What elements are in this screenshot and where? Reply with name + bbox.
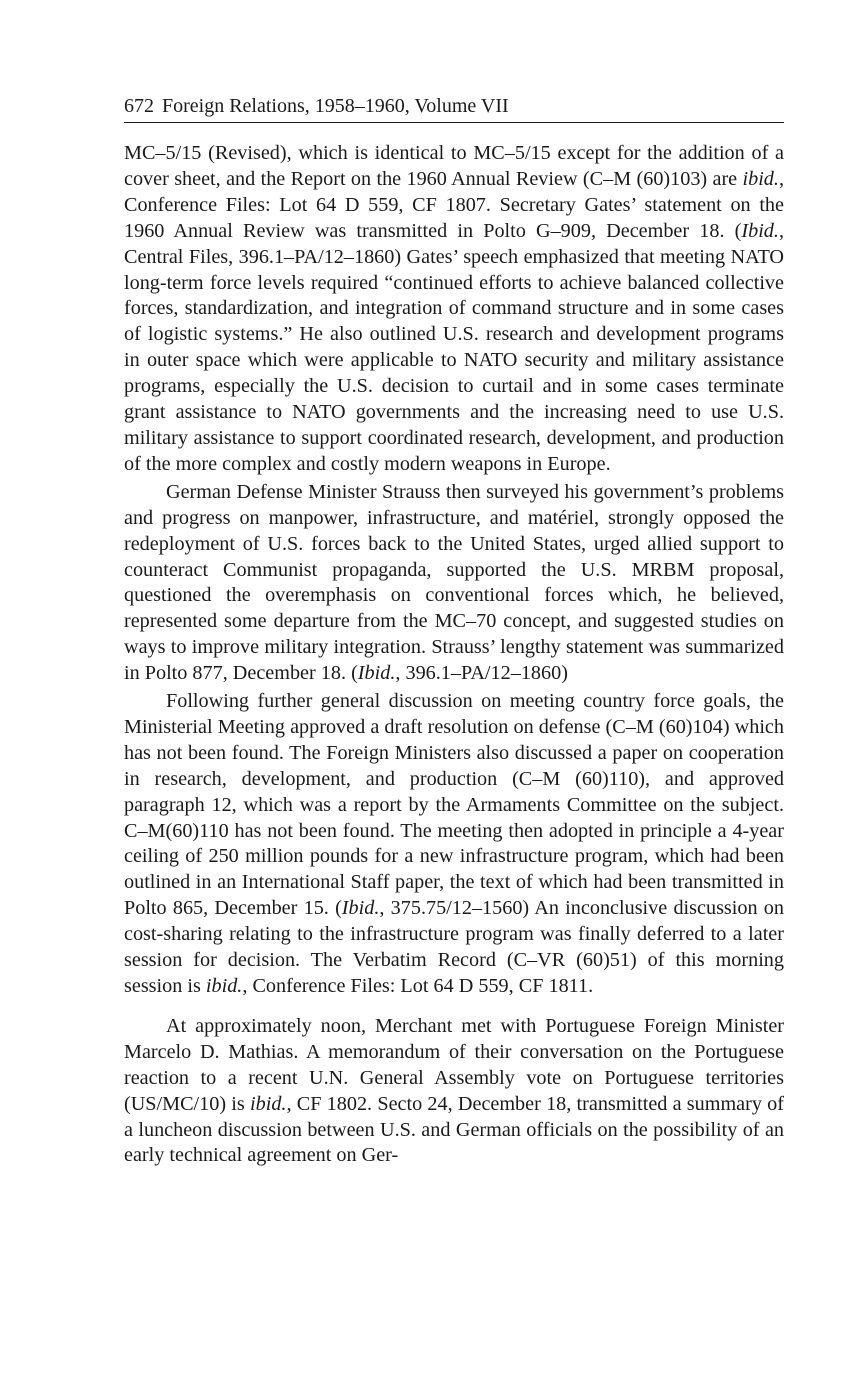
- italic-ibid: ibid.: [742, 167, 779, 190]
- running-header: [124, 92, 784, 123]
- italic-ibid: ibid.: [205, 975, 243, 997]
- paragraph-strauss: German Defense Minister Strauss then surveyed his government’s problems and progress on manpower, infrastructure, and matériel, strongly opposed the redeployment of U.S. forces back to the United States, urged allied support to counteract Communist propaganda, supported the U.S. MRBM proposal, questioned the overemphasis on conventional forces which, he believed, represented some departure from the MC–70 concept, and suggested studies on ways to improve military integration. Strauss’ lengthy statement was summarized in Polto 877, December 18. (Ibid., 396.1–PA/12–1860): [124, 480, 784, 685]
- running-title: Foreign Relations, 1958–1960, Volume VII: [162, 95, 509, 117]
- italic-ibid: Ibid.: [341, 897, 380, 920]
- page-number: 672: [124, 95, 154, 117]
- paragraph-continued: MC–5/15 (Revised), which is identical to MC–5/15 except for the addition of a cover sheet, and the Report on the 1960 Annual Review (C–M (60)103) are ibid., Conference Files: Lot 64 D 559, CF 1807. Secretary Gates’ statement on the 1960 Annual Review was transmitted in Polto G–909, December 18. (Ibid., Central Files, 396.1–PA/12–1860) Gates’ speech emphasized that meeting NATO long-term force levels required “continued efforts to achieve balanced collective forces, standardization, and integration of command structure and in some cases of logistic systems.” He also outlined U.S. research and development programs in outer space which were applicable to NATO security and military assistance programs, especially the U.S. decision to curtail and in some cases terminate grant assistance to NATO governments and the increasing need to use U.S. military assistance to support coordinated research, development, and production of the more complex and costly modern weapons in Europe.: [124, 142, 784, 475]
- italic-ibid: Ibid.: [357, 662, 396, 685]
- italic-ibid: ibid.: [250, 1092, 287, 1115]
- italic-ibid: Ibid.: [741, 219, 779, 242]
- body-text: [124, 141, 784, 1169]
- paragraph-merchant-mathias: At approximately noon, Merchant met with Portuguese Foreign Minister Marcelo D. Mathias. A memorandum of their conversation on the Portuguese reaction to a recent U.N. General Assembly vote on Portuguese territories (US/MC/10) is ibid., CF 1802. Secto 24, December 18, transmitted a summary of a luncheon discussion between U.S. and German officials on the possibility of an early technical agreement on Ger-: [124, 1014, 784, 1167]
- document-page: [124, 92, 784, 1169]
- paragraph-ministerial-meeting: Following further general discussion on meeting country force goals, the Ministerial Meeting approved a draft resolution on defense (C–M (60)104) which has not been found. The Foreign Ministers also discussed a paper on cooperation in research, development, and production (C–M (60)110), and approved paragraph 12, which was a report by the Armaments Committee on the subject. C–M(60)110 has not been found. The meeting then adopted in principle a 4-year ceiling of 250 million pounds for a new infrastructure program, which had been outlined in an International Staff paper, the text of which had been transmitted in Polto 865, December 15. (Ibid., 375.75/12–1560) An inconclusive discussion on cost-sharing relating to the infrastructure program was finally deferred to a later session for decision. The Verbatim Record (C–VR (60)51) of this morning session is ibid., Conference Files: Lot 64 D 559, CF 1811.: [124, 690, 784, 997]
